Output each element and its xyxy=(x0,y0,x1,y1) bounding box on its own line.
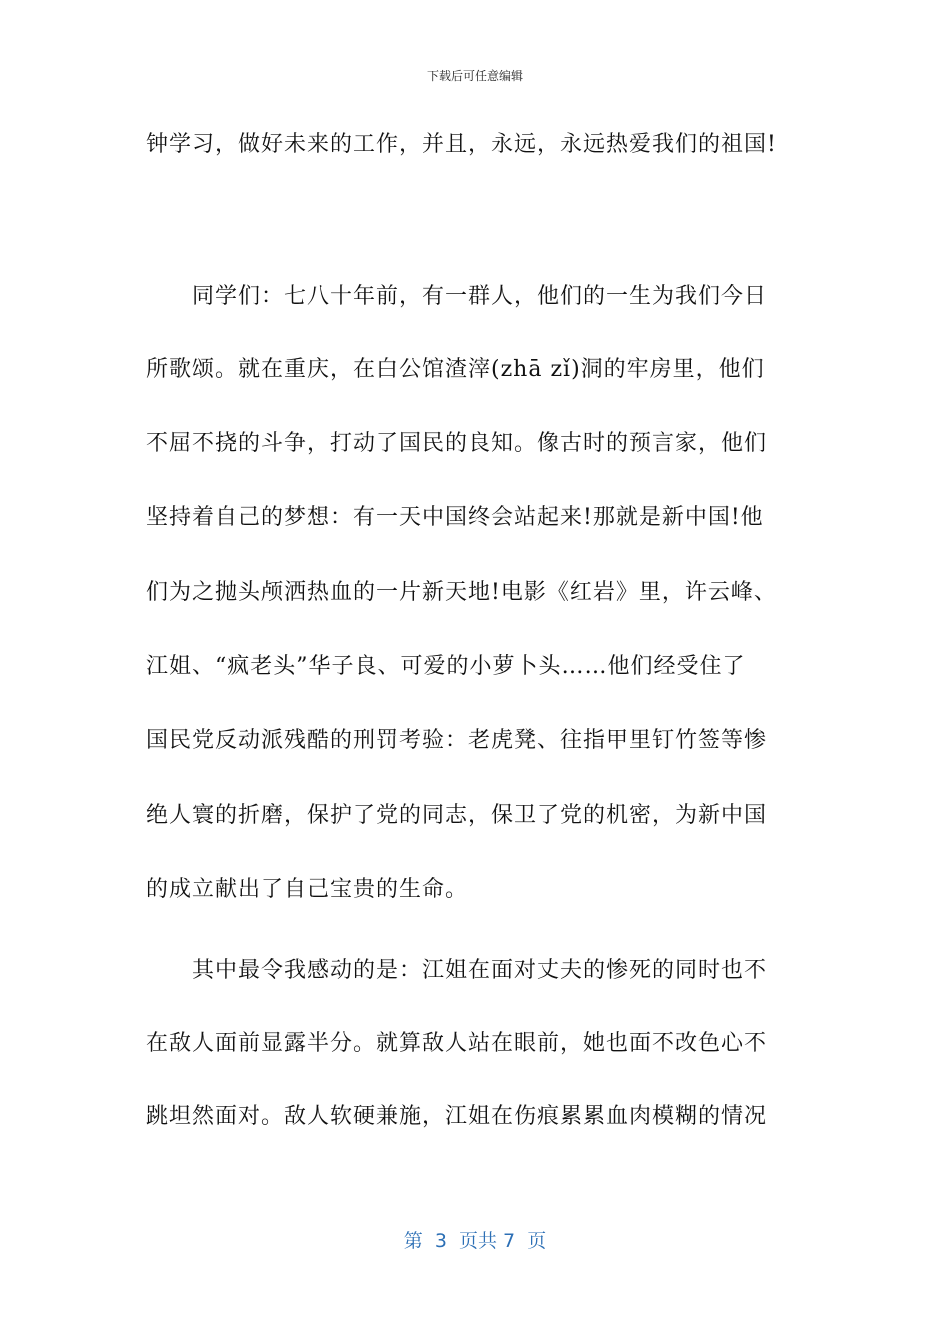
header-note: 下载后可任意编辑 xyxy=(426,69,523,83)
text-line: 的成立献出了自己宝贵的生命。 xyxy=(146,877,469,902)
text-line: 其中最令我感动的是：江姐在面对丈夫的惨死的同时也不 xyxy=(146,958,768,983)
text-line: 绝人寰的折磨，保护了党的同志，保卫了党的机密，为新中国 xyxy=(146,803,768,828)
text-line: 在敌人面前显露半分。就算敌人站在眼前，她也面不改色心不 xyxy=(146,1031,768,1056)
text-line: 不屈不挠的斗争，打动了国民的良知。像古时的预言家，他们 xyxy=(146,431,768,456)
text-line: 钟学习，做好未来的工作，并且，永远，永远热爱我们的祖国! xyxy=(146,132,777,157)
text-line: 江姐、“疯老头”华子良、可爱的小萝卜头……他们经受住了 xyxy=(146,654,746,679)
text-line: 跳坦然面对。敌人软硬兼施，江姐在伤痕累累血肉模糊的情况 xyxy=(146,1104,768,1129)
text-line: 坚持着自己的梦想：有一天中国终会站起来!那就是新中国!他 xyxy=(146,505,764,530)
page-number-footer: 第 3 页共 7 页 xyxy=(403,1230,547,1252)
text-line: 所歌颂。就在重庆，在白公馆渣滓(zhā zǐ)洞的牢房里，他们 xyxy=(146,357,765,382)
text-line: 国民党反动派残酷的刑罚考验：老虎凳、往指甲里钉竹签等惨 xyxy=(146,728,768,753)
text-line: 们为之抛头颅洒热血的一片新天地!电影《红岩》里，许云峰、 xyxy=(146,580,777,605)
text-line: 同学们：七八十年前，有一群人，他们的一生为我们今日 xyxy=(146,284,768,309)
